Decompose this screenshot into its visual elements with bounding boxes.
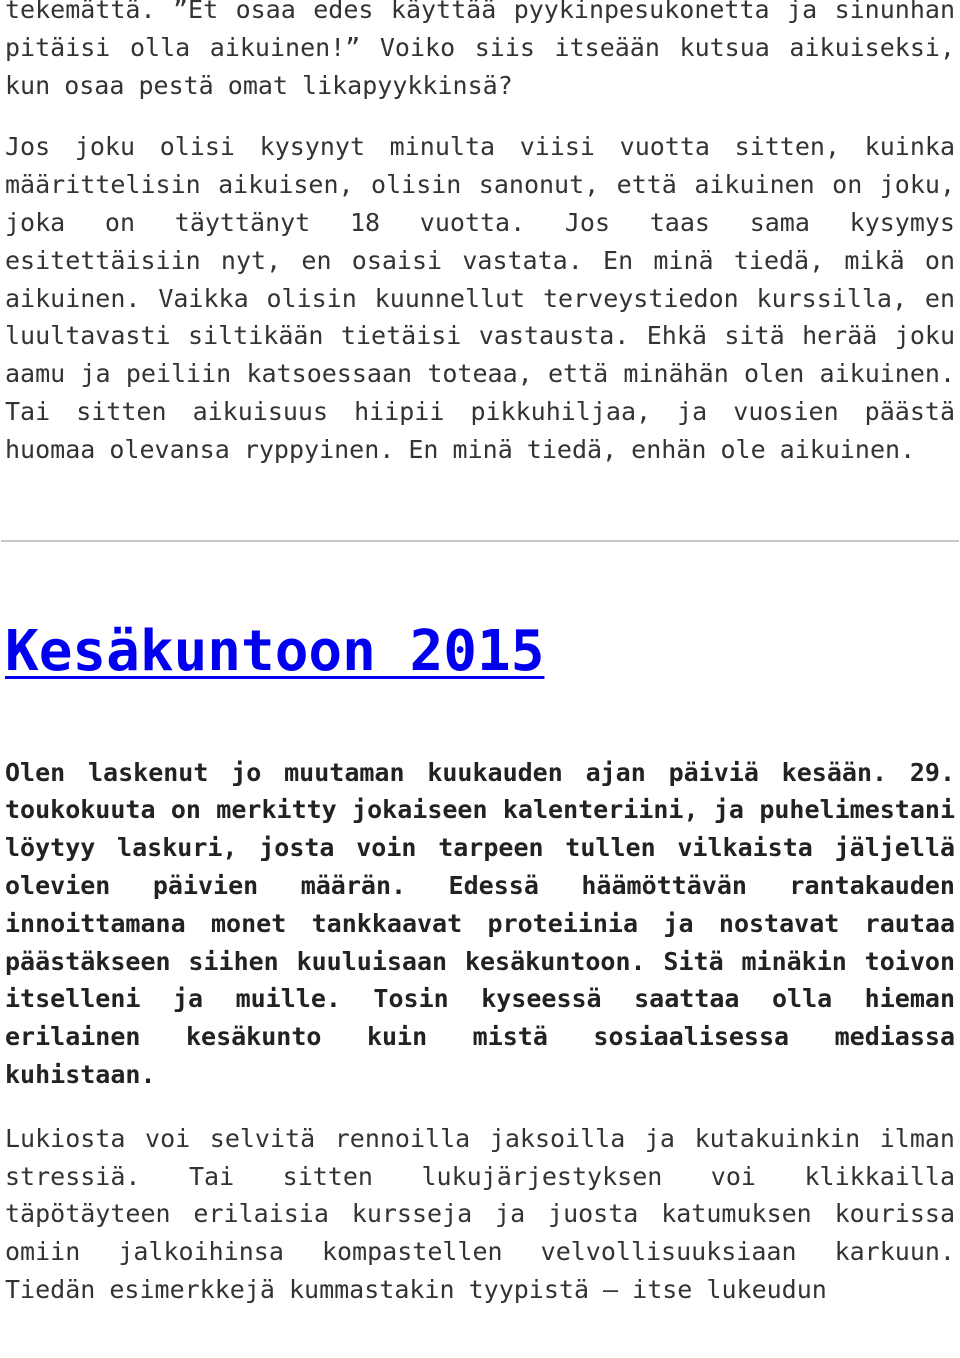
section-spacer bbox=[5, 469, 955, 540]
post-body-paragraph: Lukiosta voi selvitä rennoilla jaksoilla ja kutakuinkin ilman stressiä. Tai sitten lukujärjestyksen voi klikkailla täpötäyteen erilaisia kursseja ja juosta katumuksen kourissa omiin jalkoihinsa kompastellen velvollisuuksiaan karkuun. Tiedän esimerkkejä kummastakin tyypistä – itse lukeudun bbox=[5, 1123, 955, 1304]
post-title-link[interactable]: Kesäkuntoon 2015 bbox=[5, 618, 545, 684]
previous-post-paragraph-2: Jos joku olisi kysynyt minulta viisi vuotta sitten, kuinka määrittelisin aikuisen, olisin sanonut, että aikuinen on joku, joka on täyttänyt 18 vuotta. Jos taas sama kysymys esitettäisiin nyt, en osaisi vastata. En minä tiedä, mikä on aikuinen. Vaikka olisin kuunnellut terveystiedon kurssilla, en luultavasti siltikään tietäisi vastausta. Ehkä sitä herää joku aamu ja peiliin katsoessaan toteaa, että minähän olen aikuinen. Tai sitten aikuisuus hiipii pikkuhiljaa, ja vuosien päästä huomaa olevansa ryppyinen. En minä tiedä, enhän ole aikuinen. bbox=[5, 132, 955, 464]
post-title bbox=[5, 620, 955, 684]
title-spacer bbox=[5, 542, 955, 620]
paragraph-spacer bbox=[5, 104, 955, 128]
paragraph-spacer bbox=[5, 1094, 955, 1120]
document-page bbox=[5, 0, 955, 1309]
lead-spacer bbox=[5, 684, 955, 754]
post-lead-paragraph: Olen laskenut jo muutaman kuukauden ajan päiviä kesään. 29. toukokuuta on merkitty jokaiseen kalenteriini, ja puhelimestani löytyy laskuri, josta voin tarpeen tullen vilkaista jäljellä olevien päivien määrän. Edessä häämöttävän rantakauden innoittamana monet tankkaavat proteiinia ja nostavat rautaa päästäkseen siihen kuuluisaan kesäkuntoon. Sitä minäkin toivon itselleni ja muille. Tosin kyseessä saattaa olla hieman erilainen kesäkunto kuin mistä sosiaalisessa mediassa kuhistaan. bbox=[5, 757, 955, 1089]
previous-post-paragraph-1: tekemättä. ”Et osaa edes käyttää pyykinpesukonetta ja sinunhan pitäisi olla aikuinen!” Voiko siis itseään kutsua aikuiseksi, kun osaa pestä omat likapyykkinsä? bbox=[5, 0, 955, 100]
